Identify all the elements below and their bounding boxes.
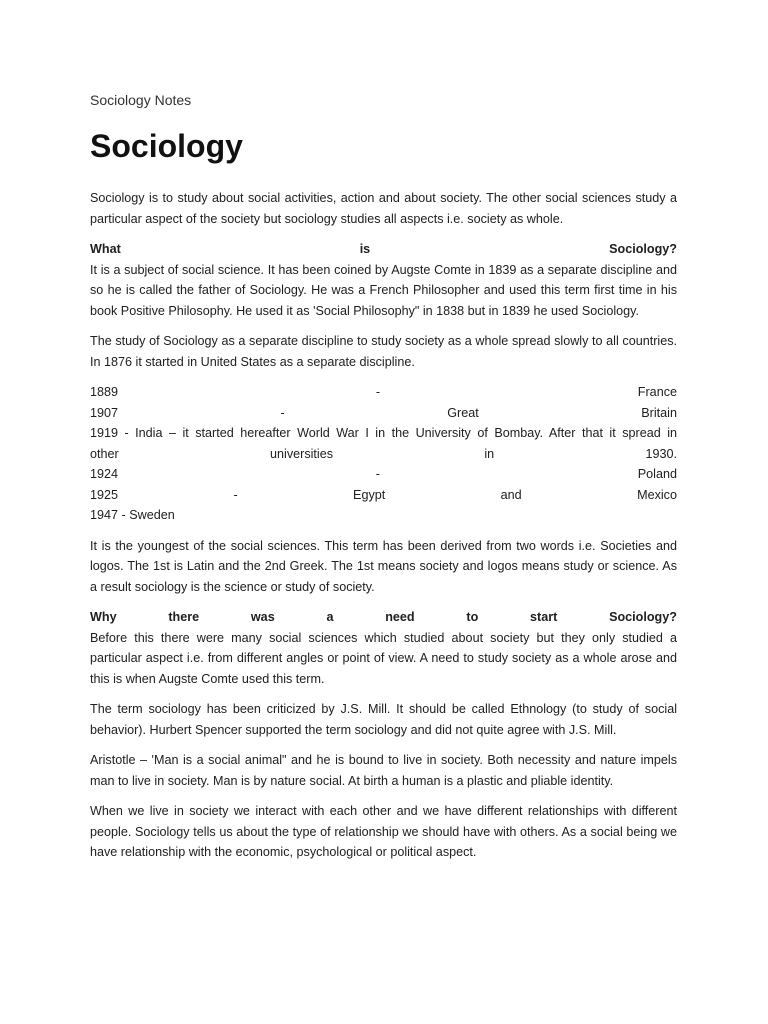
why-need-section <box>90 607 677 689</box>
timeline-row-1889 <box>90 382 677 403</box>
what-is-heading <box>90 239 677 260</box>
timeline-dash: - <box>375 467 380 481</box>
spread-paragraph: The study of Sociology as a separate discipline to study society as a whole spread slowly to all countries. In 1876 it started in United States as a separate discipline. <box>90 334 677 369</box>
aristotle-paragraph: Aristotle – 'Man is a social animal" and he is bound to live in society. Both necessity and nature impels man to live in society. Man is by nature social. At birth a human is a plastic and pliable identity. <box>90 753 677 788</box>
heading-word: Sociology? <box>609 242 677 256</box>
timeline-country: Egypt <box>353 487 386 502</box>
timeline-word: 1930. <box>645 446 677 461</box>
timeline-country: France <box>637 385 677 399</box>
why-need-body: Before this there were many social sciences which studied about society but they only studied a particular aspect i.e. from different angles or point of view. A need to study society as a whole arose and this is when Augste Comte used this term. <box>90 630 677 686</box>
page-title: Sociology <box>90 128 243 164</box>
youngest-paragraph: It is the youngest of the social sciences. This term has been derived from two words i.e. Societies and logos. The 1st is Latin and the 2nd Greek. The 1st means society and logos means study or science. As a result sociology is the science or study of society. <box>90 538 677 594</box>
heading-word: Sociology? <box>609 610 677 624</box>
document-body <box>90 188 677 863</box>
timeline-dash: - <box>375 385 381 399</box>
relationships-paragraph: When we live in society we interact with each other and we have different relationships with different people. Sociology tells us about the type of relationship we should have with others. As a social being we have relationship with the economic, psychological or political aspect. <box>90 804 677 859</box>
timeline-row-1919-cont <box>90 444 677 465</box>
timeline-dash: - <box>233 487 238 502</box>
timeline-row-1947: 1947 - Sweden <box>90 508 175 522</box>
heading-word: is <box>359 242 371 256</box>
timeline-country: Britain <box>641 405 677 420</box>
timeline-dash: - <box>280 405 285 420</box>
timeline-year: 1907 <box>90 405 119 420</box>
heading-word: need <box>385 610 415 624</box>
timeline <box>90 382 677 526</box>
why-need-heading <box>90 607 677 628</box>
timeline-word: universities <box>270 446 334 461</box>
timeline-word: in <box>484 446 495 461</box>
heading-word: What <box>90 242 121 256</box>
notes-label: Sociology Notes <box>90 92 192 108</box>
what-is-section <box>90 239 677 321</box>
timeline-country: Mexico <box>637 487 677 502</box>
heading-word: to <box>466 610 479 624</box>
heading-word: start <box>530 610 558 624</box>
heading-word: a <box>326 610 334 624</box>
heading-word: there <box>168 610 200 624</box>
heading-word: Why <box>90 610 117 624</box>
timeline-year: 1925 <box>90 487 119 502</box>
intro-paragraph: Sociology is to study about social activities, action and about society. The other social sciences study a particular aspect of the society but sociology studies all aspects i.e. society as whole. <box>90 191 677 226</box>
timeline-row-1919: 1919 - India – it started hereafter World War I in the University of Bombay. After that it spread in <box>90 426 677 440</box>
timeline-year: 1924 <box>90 467 119 481</box>
timeline-row-1924 <box>90 464 677 485</box>
timeline-row-1925 <box>90 485 677 506</box>
criticized-paragraph: The term sociology has been criticized by J.S. Mill. It should be called Ethnology (to study of social behavior). Hurbert Spencer supported the term sociology and did not quite agree with J.S. Mill. <box>90 702 677 737</box>
timeline-country: Great <box>447 405 479 420</box>
heading-word: was <box>250 610 275 624</box>
timeline-row-1907 <box>90 403 677 424</box>
timeline-year: 1889 <box>90 385 119 399</box>
timeline-word: other <box>90 446 119 461</box>
timeline-country: Poland <box>637 467 677 481</box>
timeline-word: and <box>500 487 522 502</box>
what-is-body: It is a subject of social science. It has been coined by Augste Comte in 1839 as a separate discipline and so he is called the father of Sociology. He was a French Philosopher and used this term first time in his book Positive Philosophy. He used it as 'Social Philosophy" in 1838 but in 1839 he used Sociology. <box>90 262 677 318</box>
